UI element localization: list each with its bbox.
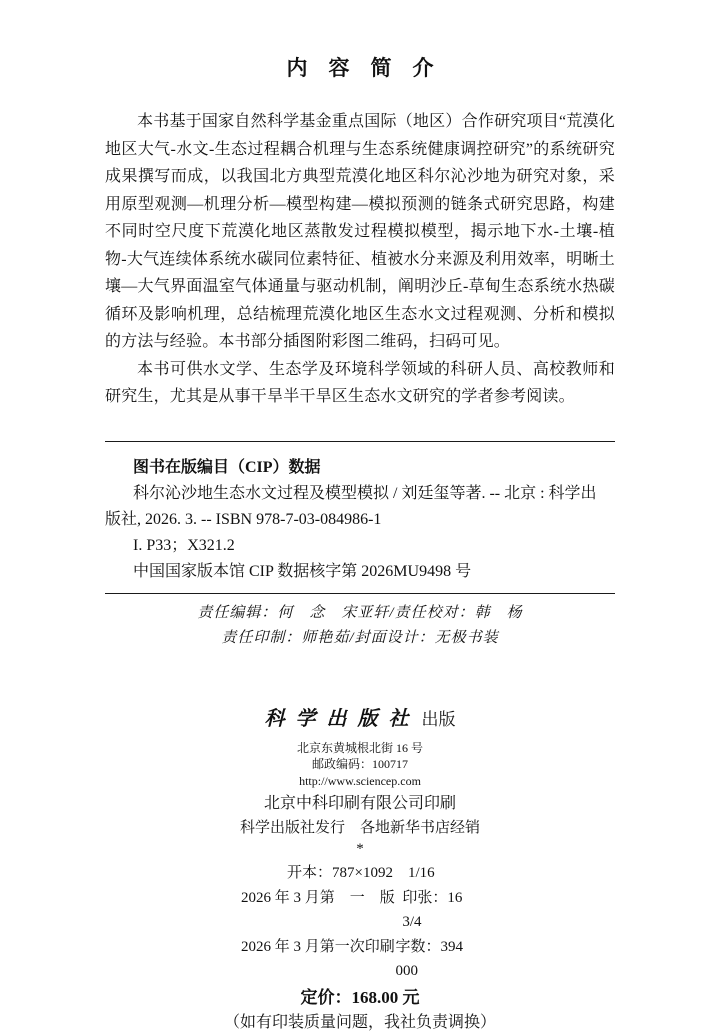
staff-editors-line: 责任编辑：何 念 宋亚轩/责任校对：韩 杨	[197, 604, 523, 621]
spec-format: 开本：787×1092 1/16	[287, 865, 435, 881]
spec-edition-row	[235, 886, 485, 935]
staff-credits	[105, 601, 615, 651]
publisher-line	[105, 705, 615, 734]
publisher-contact-block	[105, 740, 615, 790]
publisher-address: 北京东黄城根北街 16 号	[296, 740, 423, 755]
spec-word-count: 字数：394 000	[395, 938, 464, 979]
publisher-suffix: 出版	[421, 709, 456, 729]
colophon	[105, 705, 615, 1035]
spec-sheets: 印张：16 3/4	[402, 889, 463, 930]
cip-registration-number: 中国国家版本馆 CIP 数据核字第 2026MU9498 号	[133, 562, 472, 580]
abstract-paragraph-2: 本书可供水文学、生态学及环境科学领域的科研人员、高校教师和研究生，尤其是从事干旱半干旱区生态水文研究的学者参考阅读。	[105, 360, 615, 405]
cip-classification: I. P33；X321.2	[133, 536, 235, 554]
cip-record-line-1: 科尔沁沙地生态水文过程及模型模拟 / 刘廷玺等著. -- 北京 : 科学出	[133, 484, 597, 502]
cip-record-line-2: 版社, 2026. 3. -- ISBN 978-7-03-084986-1	[105, 510, 382, 528]
spec-impression: 2026 年 3 月第一次印刷	[241, 938, 395, 955]
page-content	[105, 0, 615, 1035]
cip-section	[105, 455, 615, 585]
separator-star: *	[356, 841, 364, 857]
spec-edition: 2026 年 3 月第 一 版	[241, 889, 395, 906]
abstract-body	[105, 108, 615, 411]
staff-production-line: 责任印制：师艳茹/封面设计：无极书装	[221, 629, 499, 646]
publisher-logo: 科学出版社	[264, 705, 420, 730]
publisher-postcode: 邮政编码：100717	[311, 757, 408, 771]
abstract-paragraph-1: 本书基于国家自然科学基金重点国际（地区）合作研究项目“荒漠化地区大气-水文-生态过程耦合机理与生态系统健康调控研究”的系统研究成果撰写而成，以我国北方典型荒漠化地区科尔沁沙地为研究对象，采用原型观测—机理分析—模型构建—模拟预测的链条式研究思路，构建不同时空尺度下荒漠化地区蒸散发过程模拟模型，揭示地下水-土壤-植物-大气连续体系统水碳同位素特征、植被水分来源及利用效率，明晰土壤—大气界面温室气体通量与驱动机制，阐明沙丘-草甸生态系统水热碳循环及影响机理，总结梳理荒漠化地区生态水文过程观测、分析和模拟的方法与经验。本书部分插图附彩图二维码，扫码可见。	[105, 113, 615, 350]
cip-heading: 图书在版编目（CIP）数据	[133, 458, 321, 476]
price-line: 定价：168.00 元	[300, 987, 420, 1007]
exchange-note: （如有印装质量问题，我社负责调换）	[223, 1013, 496, 1031]
printer-line: 北京中科印刷有限公司印刷	[263, 795, 456, 812]
divider-rule-top	[105, 441, 615, 442]
divider-rule-middle	[105, 593, 615, 594]
spec-impression-row	[235, 935, 485, 984]
abstract-title: 内 容 简 介	[286, 56, 434, 80]
distribution-line: 科学出版社发行 各地新华书店经销	[239, 820, 480, 836]
publisher-website: http://www.sciencep.com	[299, 773, 421, 788]
print-specs	[235, 861, 485, 984]
